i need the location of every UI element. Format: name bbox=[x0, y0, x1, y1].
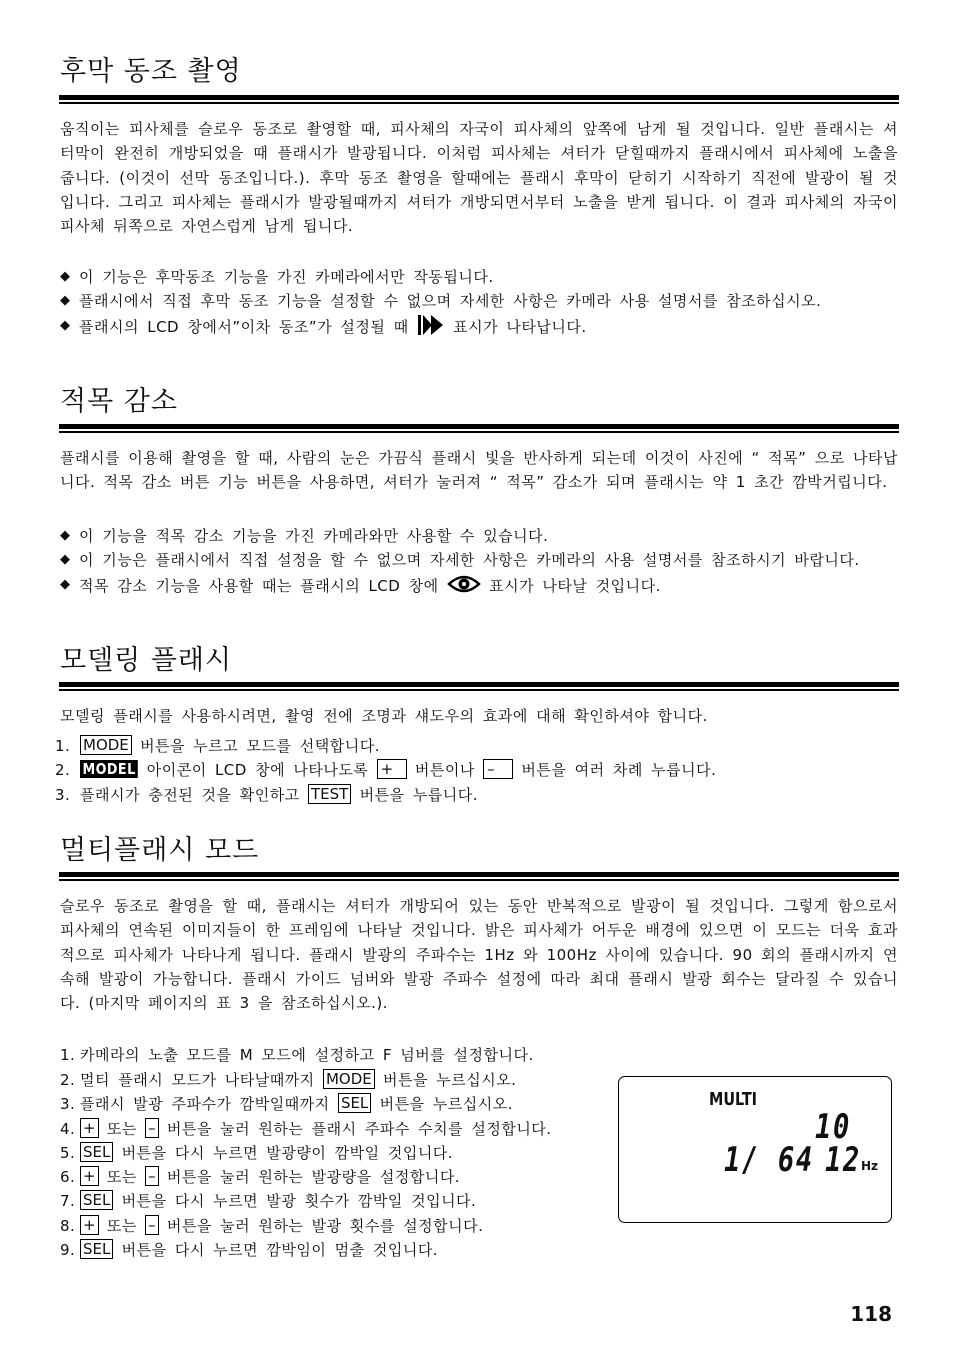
section-title-red-eye: 적목 감소 bbox=[60, 386, 178, 417]
list-item: 9. SEL 버튼을 다시 누르면 깜박임이 멈출 것입니다. bbox=[60, 1240, 439, 1260]
modeling-paragraph: 모델링 플래시를 사용하시려면, 촬영 전에 조명과 섀도우의 효과에 대해 확인하셔야 합니다. bbox=[60, 707, 708, 725]
lcd-display bbox=[618, 1076, 892, 1223]
lcd-ratio: 1/ 64 bbox=[724, 1140, 814, 1180]
red-eye-paragraph: 플래시를 이용해 촬영을 할 때, 사람의 눈은 가끔식 플래시 빛을 반사하게 되는데 이것이 사진에 “ 적목” 으로 나타납니다. 적목 감소 버튼 기능 버튼을 사용하면, 셔터가 눌러져 “ 적목” 감소가 되며 플래시는 약 1 초간 깜박거립니다. bbox=[60, 449, 898, 492]
minus-button: – bbox=[483, 759, 513, 779]
diamond-bullet-icon: ◆ bbox=[60, 269, 71, 284]
diamond-bullet-icon: ◆ bbox=[60, 576, 71, 592]
list-item: 1. 카메라의 노출 모드를 M 모드에 설정하고 F 넘버를 설정합니다. bbox=[60, 1046, 534, 1064]
list-item: 4. + 또는 – 버튼을 눌러 원하는 플래시 주파수 수치를 설정합니다. bbox=[60, 1118, 552, 1138]
list-item: 1. MODE 버튼을 누르고 모드를 선택합니다. bbox=[55, 736, 380, 755]
rear-curtain-sync-icon bbox=[417, 314, 445, 343]
list-item: ◆ 플래시에서 직접 후막 동조 기능을 설정할 수 없으며 자세한 사항은 카메라 사용 설명서를 참조하십시오. bbox=[60, 289, 898, 313]
modeling-steps bbox=[55, 734, 898, 807]
minus-button: – bbox=[145, 1118, 159, 1138]
list-item: 7. SEL 버튼을 다시 누르면 발광 횟수가 깜박일 것입니다. bbox=[60, 1191, 477, 1211]
sel-button: SEL bbox=[80, 1142, 113, 1162]
list-item: 8. + 또는 – 버튼을 눌러 원하는 발광 횟수를 설정합니다. bbox=[60, 1215, 484, 1235]
list-item: ◆ 이 기능은 플래시에서 직접 설정을 할 수 없으며 자세한 사항은 카메라의 사용 설명서를 참조하시기 바랍니다. bbox=[60, 548, 898, 572]
list-item: 3. 플래시가 충전된 것을 확인하고 TEST 버튼을 누릅니다. bbox=[55, 784, 479, 804]
sel-button: SEL bbox=[80, 1190, 113, 1210]
plus-button: + bbox=[377, 759, 407, 779]
section-title-multi: 멀티플래시 모드 bbox=[60, 835, 260, 866]
section-rule bbox=[59, 872, 899, 881]
section-rule bbox=[59, 424, 899, 433]
multi-steps bbox=[60, 1068, 604, 1262]
list-item: ◆ 이 기능을 적목 감소 기능을 가진 카메라와만 사용할 수 있습니다. bbox=[60, 524, 898, 548]
multi-paragraph: 슬로우 동조로 촬영을 할 때, 플래시는 셔터가 개방되어 있는 동안 반복적으로 발광이 될 것입니다. 그렇게 함으로서 피사체의 연속된 이미지들이 한 프레임에 나타날 것입니다. 밝은 피사체가 어두운 배경에 있으면 이 모드는 더욱 효과적으로 피사체가 나타나게 됩니다. 플래시 발광의 주파수는 1Hz 와 100Hz 사이에 있습니다. 90 회의 플래시까지 연속해 발광이 가능합니다. 플래시 가이드 넘버와 발광 주파수 설정에 따라 최대 플래시 발광 회수는 달라질 수 있습니다. (마지막 페이지의 표 3 을 참조하십시오.). bbox=[60, 897, 898, 1013]
minus-button: – bbox=[145, 1166, 159, 1186]
diamond-bullet-icon: ◆ bbox=[60, 317, 71, 333]
list-item: 2. 멀티 플래시 모드가 나타날때까지 MODE 버튼을 누르십시오. bbox=[60, 1070, 517, 1089]
list-item: 6. + 또는 – 버튼을 눌러 원하는 발광량을 설정합니다. bbox=[60, 1167, 461, 1187]
model-icon: MODEL bbox=[80, 760, 138, 778]
mode-button: MODE bbox=[323, 1069, 375, 1089]
plus-button: + bbox=[80, 1166, 99, 1186]
lcd-count: 10 bbox=[815, 1107, 851, 1147]
list-item: ◆ 플래시의 LCD 창에서”이차 동조”가 설정될 때 표시가 나타납니다. bbox=[60, 314, 898, 343]
eye-icon bbox=[447, 573, 481, 602]
rear-curtain-paragraph: 움직이는 피사체를 슬로우 동조로 촬영할 때, 피사체의 자국이 피사체의 앞쪽에 남게 될 것입니다. 일반 플래시는 셔터막이 완전히 개방되었을 때 플래시가 발광됩니다. 이처럼 피사체는 셔터가 닫힐때까지 플래시에서 피사체에 노출을 줍니다. (이것이 선막 동조입니다.). 후막 동조 촬영을 할때에는 플래시 후막이 닫히기 시작하기 직전에 발광이 될 것입니다. 그리고 피사체는 플래시가 발광될때까지 셔터가 개방되면서부터 노출을 받게 됩니다. 이 결과 피사체의 자국이 피사체 뒤쪽으로 자연스럽게 남게 됩니다. bbox=[60, 120, 898, 236]
list-item: 2. MODEL 아이콘이 LCD 창에 나타나도록 + 버튼이나 – 버튼을 여러 차례 누릅니다. bbox=[55, 760, 717, 780]
multi-step-1 bbox=[60, 1043, 900, 1067]
sel-button: SEL bbox=[338, 1093, 371, 1113]
list-item: 3. 플래시 발광 주파수가 깜박일때까지 SEL 버튼을 누르십시오. bbox=[60, 1094, 514, 1114]
section-rule bbox=[59, 682, 899, 691]
test-button: TEST bbox=[308, 784, 351, 804]
plus-button: + bbox=[80, 1215, 99, 1235]
list-item: ◆ 적목 감소 기능을 사용할 때는 플래시의 LCD 창에 표시가 나타날 것입니다. bbox=[60, 573, 898, 602]
diamond-bullet-icon: ◆ bbox=[60, 528, 71, 543]
diamond-bullet-icon: ◆ bbox=[60, 293, 71, 309]
lcd-unit: Hz bbox=[861, 1159, 879, 1173]
red-eye-bullets bbox=[60, 524, 898, 602]
lcd-mode-label: MULTI bbox=[709, 1089, 757, 1110]
rear-curtain-bullets bbox=[60, 265, 898, 343]
diamond-bullet-icon: ◆ bbox=[60, 552, 71, 568]
mode-button: MODE bbox=[80, 735, 132, 755]
list-item: 5. SEL 버튼을 다시 누르면 발광량이 깜박일 것입니다. bbox=[60, 1142, 454, 1162]
page-number: 118 bbox=[850, 1302, 892, 1326]
minus-button: – bbox=[145, 1215, 159, 1235]
plus-button: + bbox=[80, 1118, 99, 1138]
sel-button: SEL bbox=[80, 1239, 113, 1259]
section-title-rear-curtain: 후막 동조 촬영 bbox=[60, 56, 242, 87]
list-item: ◆ 이 기능은 후막동조 기능을 가진 카메라에서만 작동됩니다. bbox=[60, 265, 898, 289]
lcd-frequency: 12 bbox=[825, 1140, 861, 1180]
section-rule bbox=[59, 95, 899, 104]
section-title-modeling: 모델링 플래시 bbox=[60, 645, 233, 676]
